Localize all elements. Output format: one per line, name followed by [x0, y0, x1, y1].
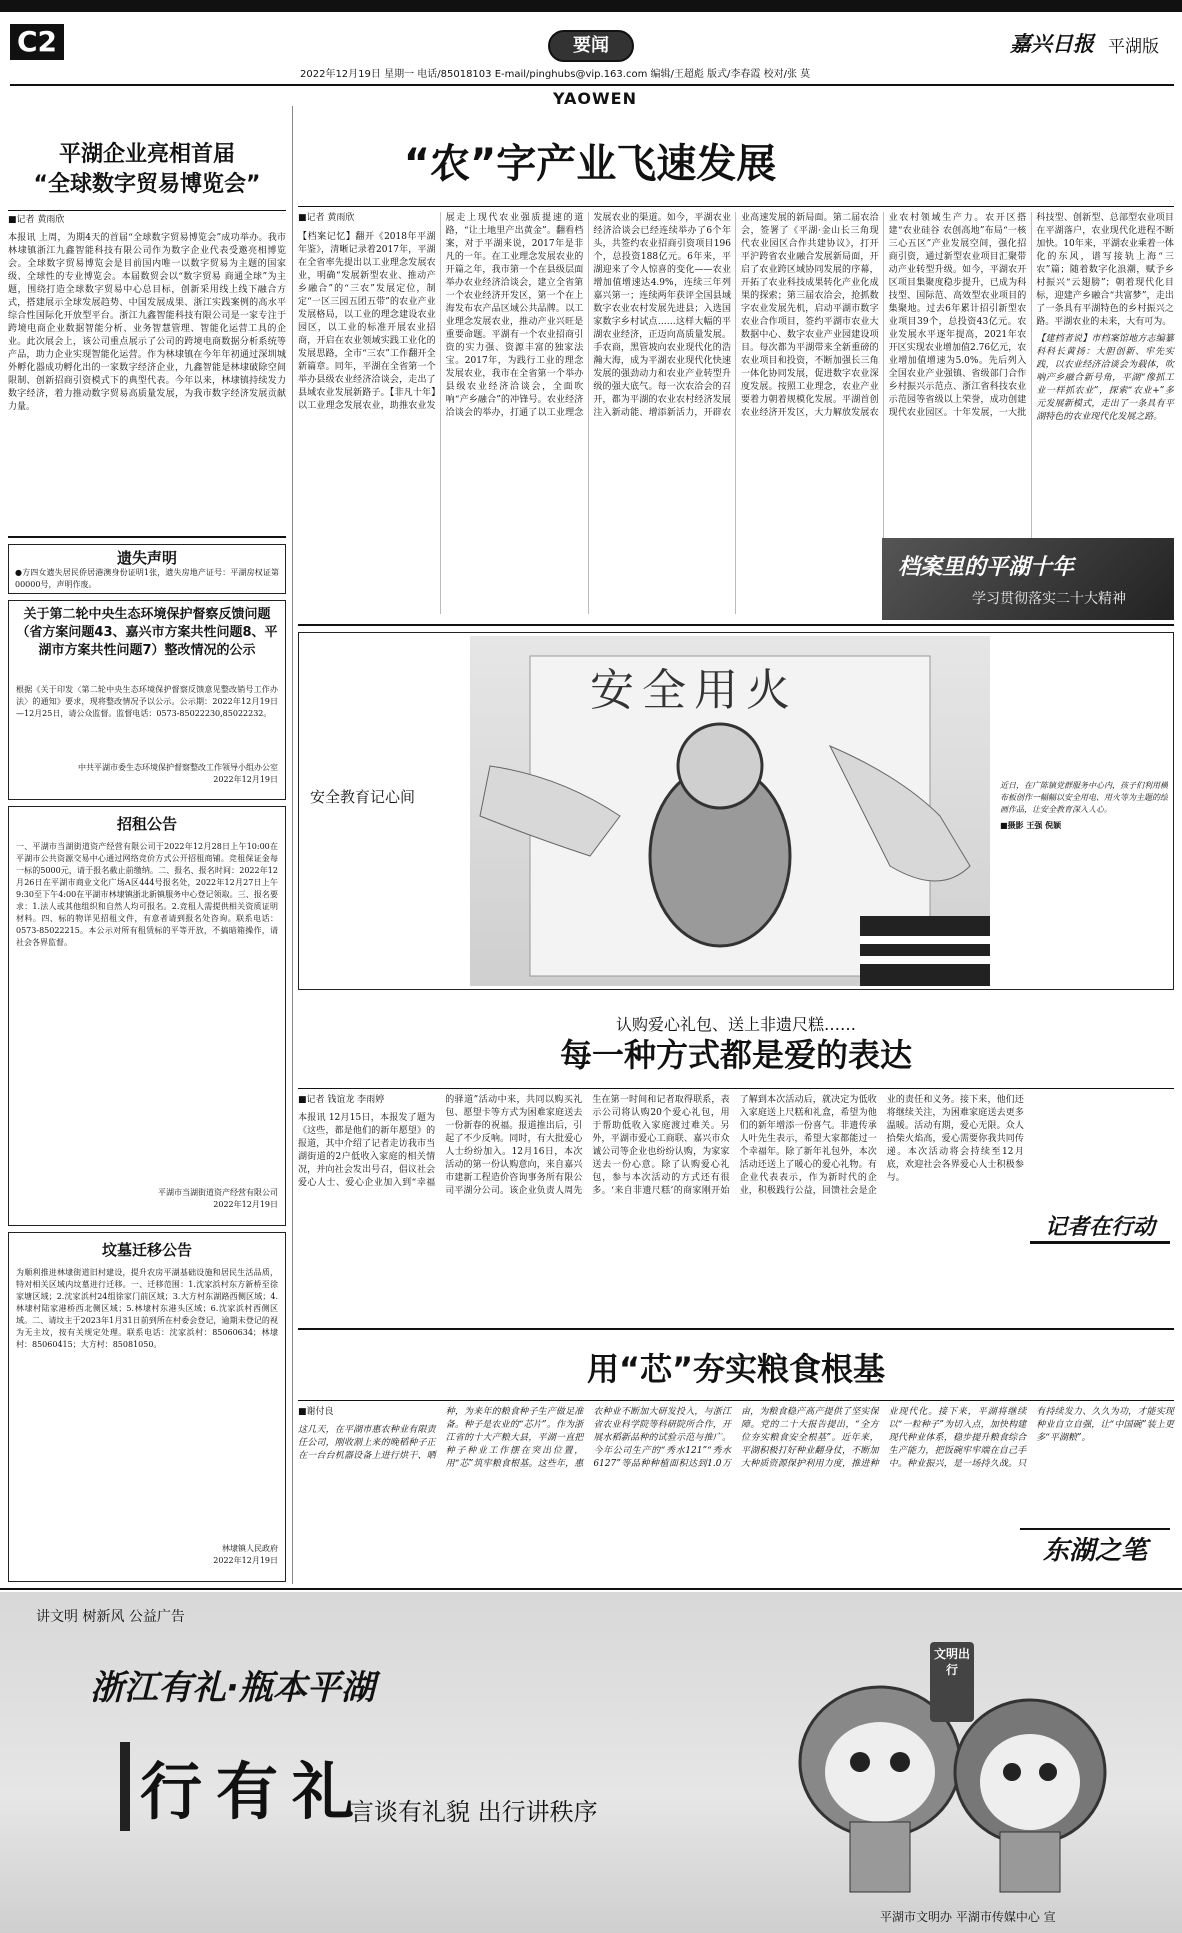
article-1-title — [8, 140, 286, 200]
ad-badge: 文明出行 — [933, 1647, 970, 1677]
article-1-title-line1: 平湖企业亮相首届 — [58, 142, 235, 167]
rectification-date: 2022年12月19日 — [213, 775, 278, 784]
article-3-tag: 记者在行动 — [1030, 1210, 1170, 1244]
article-3-body-wrap — [298, 1094, 1024, 1322]
rental-title: 招租公告 — [116, 815, 177, 833]
column-divider — [292, 106, 293, 1584]
divider — [298, 1400, 1174, 1401]
grave-body: 为顺利推进林埭街道旧村建设，提升农房平湖基础设施和居民生活品质，特对相关区域内坟墓进行迁移。一、迁移范围：1.沈家浜村东方新桥至徐家塘区域；2.沈家浜村24组徐家门前区域；3.大方村东湖路西侧区域；4.林埭村陆家港桥西北侧区域；5.林埭村东港头区域；6.沈家浜村西侧区域。二、请坟主于2023年1月31日前到所在村委会登记，逾期未登记的视为无主坟，按有关规定处理。联系电话：沈家浜村：85060634；林埭村：85060415；大方村：85081050。 — [16, 1268, 278, 1349]
photo-caption-text: 近日，在广陈镇党群服务中心内，孩子们利用横布板创作一幅幅以安全用电、用火等为主题的绘画作品，让安全教育深入人心。 — [1000, 781, 1168, 814]
article-1-title-line2: “全球数字贸易博览会” — [33, 172, 261, 197]
lost-notice — [8, 544, 286, 594]
grave-relocation-notice — [8, 1232, 286, 1582]
header-info: 2022年12月19日 星期一 电话/85018103 E-mail/pinghubs@vip.163.com 编辑/王超彪 版式/李春霞 校对/张 莫 — [300, 69, 811, 80]
banner-subtitle: 学习贯彻落实二十大精神 — [972, 591, 1126, 607]
section-name-en: YAOWEN — [552, 89, 637, 108]
rectification-body: 根据《关于印发〈第二轮中央生态环境保护督察反馈意见整改销号工作办法〉的通知》要求，现将整改情况予以公示。公示期：2022年12月19日—12月25日，请公众监督。监督电话：0573-85022230,85022232。 — [16, 685, 278, 718]
article-3-byline: ■记者 钱谊龙 李雨婷 — [298, 1095, 385, 1105]
grave-date: 2022年12月19日 — [213, 1556, 278, 1565]
grave-title: 坟墓迁移公告 — [101, 1241, 192, 1259]
article-3-kicker: 认购爱心礼包、送上非遗尺糕…… — [615, 1015, 856, 1034]
ad-slogan: 浙江有礼·瓶本平湖 — [90, 1668, 375, 1708]
top-bar — [0, 0, 1182, 12]
banner-title: 档案里的平湖十年 — [898, 555, 1075, 580]
divider — [298, 1088, 1174, 1089]
article-2-title: “农”字产业飞速发展 — [403, 141, 777, 187]
article-4-tag: 东湖之笔 — [1020, 1528, 1170, 1572]
section-badge — [548, 30, 634, 62]
rental-body: 一、平湖市当湖街道资产经营有限公司于2022年12月28日上午10:00在平湖市公共资源交易中心通过网络竞价方式公开招租商铺。竞租保证金每一标的5000元，请于报名截止前缴纳。二、报名、报名时间：2022年12月26日在平湖市商业文化广场A区444号报名处，2022年12月27日上午9:30至下午4:00在平湖市林埭镇浙北新镇服务中心登记领取。三、报名要求：1.法人或其他组织和自然人均可报名。2.竞租人需提供相关资质证明材料。四、标的物详见招租文件，有意者请到报名处咨询。联系电话：0573-85022215。本公示对所有租赁标的平等开放，不搞暗箱操作，请社会各界监督。 — [16, 842, 278, 947]
article-1 — [8, 106, 286, 534]
rectification-title: 关于第二轮中央生态环境保护督察反馈问题（省方案问题43、嘉兴市方案共性问题8、平湖市方案共性问题7）整改情况的公示 — [16, 607, 278, 658]
article-3-body: 本报讯 12月15日，本报发了题为《这些，都是他们的新年愿望》的报道，其中介绍了记者走访我市当湖街道的2户低收入家庭的相关情况，并向社会发出号召，倡议社会爱心人士、爱心企业加入到“幸福的驿道”活动中来，共同以购买礼包、愿望卡等方式为困难家庭送去一份新春的祝福。报道推出后，引起了不少反响。同时，有大批爱心人士纷纷加入。12月16日，本次活动的第一份认购意向，来自嘉兴市建新工程造价咨询事务所有限公司平湖分公司。该企业负责人周先生在第一时间和记者取得联系，表示公司将认购20个爱心礼包，用于帮助低收入家庭渡过难关。另外，平湖市爱心工商联、嘉兴市众诚公司等企业也纷纷认购，为家家送去一份心意。除了认购爱心礼包，参与本次活动的方式还有很多。‘来自非遗尺糕’的商家刚开始了解到本次活动后，就决定为低收入家庭送上尺糕和礼盒，希望为他们的新年增添一份喜气。非遗传承人叶先生表示，希望大家都能过一个幸福年。除了新年礼包外，本次活动还送上了暖心的爱心礼物。有企业代表表示，作为新时代的企业，积极践行公益，回馈社会是企业的责任和义务。接下来，他们还将继续关注，为困难家庭送去更多温暖。活动有期，爱心无限。众人拾柴火焰高，爱心需要你我共同传递。本次活动将会持续至12月底，欢迎社会各界爱心人士积极参与。 — [298, 1095, 1024, 1196]
article-1-byline: ■记者 黄雨欣 — [8, 215, 65, 225]
header-rule — [10, 84, 1174, 86]
divider — [298, 624, 1174, 626]
photo-credit: ■摄影 王强 倪颖 — [1000, 821, 1062, 830]
article-4-title: 用“芯”夯实粮食根基 — [586, 1350, 886, 1388]
grave-sign: 林埭镇人民政府 — [222, 1544, 278, 1553]
article-2-note: 【建档者说】市档案馆地方志编纂科科长黄扬：大胆创新、牢先实践，以农业经济洽谈会为载体，吹响产乡融合新号角，平湖“像抓工业一样抓农业”，探索“农业+”多元发展新模式，走出了一条具有平湖特色的农业现代化发展之路。 — [1036, 334, 1174, 422]
rental-date: 2022年12月19日 — [213, 1200, 278, 1209]
divider — [298, 1328, 1174, 1330]
paper-logo: 嘉兴日报 — [1010, 31, 1094, 56]
ad-big-text: 行有礼 — [120, 1742, 368, 1831]
article-3-title: 每一种方式都是爱的表达 — [559, 1036, 912, 1074]
divider — [298, 206, 1174, 207]
archive-banner — [882, 538, 1174, 620]
rectification-sign: 中共平湖市委生态环境保护督察整改工作领导小组办公室 — [78, 763, 278, 772]
photo-image — [470, 636, 990, 986]
article-2-body: 【档案记忆】翻开《2018年平湖年鉴》，清晰记录着2017年，平湖在全省率先提出以工业理念发展农业，明确“发展新型农业、推动产乡融合”的“三农”发展定位，制定“一区三园五团五带”的农业产业发展格局，以工业的理念建设农业园区，以工业的标准开展农业招商，开启在农业领域实践工业化的发展思路，全市“三农”工作翻开全新篇章。同年，平湖在全省第一个举办县级农业经济洽谈会，走出了县域农业发展新路子。【非凡十年】以工业理念发展农业，助推农业发展走上现代农业强质提速的道路，“让土地里产出黄金”。翻看档案，对于平湖来说，2017年是非凡的一年。在工业理念发展农业的开篇之年，我市第一个在县级层面举办农业经济洽谈会，建立全省第一个农业经济开发区，第一个在上海发布农产品区域公共品牌。以工业理念发展农业，推动产业兴旺是重要命题。平湖有一个农业招商引资的实力强、资源丰富的独家法宝。2017年，为践行工业的理念发展农业，我市在全省第一个举办县级农业经济洽谈会，全面吹响“产乡融合”的冲锋号。农业经济洽谈会的举办，打通了以工业理念发展农业的渠道。如今，平湖农业经济洽谈会已经连续举办了6个年头，共签约农业招商引资项目196个，总投资188亿元。6年来，平湖迎来了令人惊喜的变化——农业增加值增速达4.9%，连续三年列嘉兴第一；连续两年获评全国县域数字农业农村发展先进县；入选国家数字乡村试点……这样大幅的平湖农业经济，正迈向高质量发展。手农商，黑管坡向农业现代化的浩瀚大海，成为平湖农业现代化快速发展的强劲动力和农业产业转型升级的强大底气。每一次农洽会的召开，都为平湖的农业农村经济发展注入新动能、增添新活力，开辟农业高速发展的新局面。第二届农洽会，签署了《平湖·金山长三角现代农业园区合作共建协议》，打开平沪跨省农业融合发展新局面，开启了农业跨区域协同发展的序幕，开拓了农业科技成果转化产业化成果的探索；第三届农洽会，抢抓数字农业发展先机，启动平湖市数字农业合作项目，签约平湖市农业大数据中心、数字农业产业园建设项目。每次都为平湖带来全新重磅的农业项目和投资，不断加强长三角一体化协同发展，促进数字农业深度发展。按照工业理念，农业产业要着力朝着规模化发展。平湖首创农业经济开发区，大力解放发展农业农村领域生产力。农开区搭建“农业硅谷 农创高地”布局“一核三心五区”产业发展空间，强化招商引资，通过新型农业项目汇聚带动产业转型升级。如今，平湖农开区项目集聚度稳步提升，已成为科技型、国际范、高效型农业项目的集聚地。过去6年累计招引新型农业项目39个，总投资43亿元。农业发展水平逐年提高，2021年农开区实现农业增加值2.76亿元，农业增加值增速为5.0%。先后列入全国农业产业强镇、省级部门合作乡村振兴示范点、浙江省科技农业示范园等省级以上荣誉，成功创建现代农业园区。十年发展，一大批科技型、创新型、总部型农业项目在平湖落户，农业现代化进程不断加快。10年来，平湖农业乘着一体化的东风，谱写接轨上海“三农”篇；随着数字化浪潮，赋予乡村振兴“云翅膀”；朝着现代化目标，迎建产乡融合“共富梦”，走出了一条具有平湖特色的乡村振兴之路。平湖农业的未来，大有可为。 — [298, 213, 1174, 418]
public-ad — [0, 1592, 1182, 1933]
photo-label: 安全教育记心间 — [310, 788, 416, 806]
article-4-byline: ■谢付良 — [298, 1407, 334, 1417]
article-1-body: 本报讯 上周，为期4天的首届“全球数字贸易博览会”成功举办。我市林埭镇浙江九鑫智能科技有限公司作为数字企业代表受邀亮相博览会。全球数字贸易博览会是目前国内唯一以数字贸易为主题的国家级、全球性的专业博览会。本届数贸会以“数字贸易 商通全球”为主题，围绕打造全球数字贸易中心总目标，创新采用线上线下融合方式，搭建展示全球发展趋势、中国发展成果、浙江实践案例的高水平综合性国际化开放型平台。浙江九鑫智能科技有限公司是一家专注于跨境电商企业数据智能分析、业务智慧管理、智能化运营工具的企业。此次展会上，该公司重点展示了公司的跨境电商数据分析系统等产品，助力企业实现智能化运营。作为林埭镇在今年年初通过深圳城外孵化器成功孵化出的一家数字经济企业，九鑫智能是林埭破除空间限制、创新招商引资模式下的典型代表。今年以来，林埭镇持续发力数字经济，着力推动数字贸易高质量发展，为我市数字经济发展贡献力量。 — [8, 233, 286, 412]
ad-footer: 平湖市文明办 平湖市传媒中心 宣 — [880, 1910, 1056, 1924]
photo-caption — [1000, 780, 1168, 832]
edition-name: 平湖版 — [1108, 37, 1159, 57]
article-4-body: 这几天，在平湖市惠农种业有限责任公司，刚收割上来的晚稻种子正在一台台机器设备上进行烘干、晒种，为来年的粮食种子生产做足准备。种子是农业的“芯片”。作为浙江省的十大产粮大县，平湖一直把种子种业工作摆在突出位置，用“芯”筑牢粮食根基。这些年，惠农种业不断加大研发投入，与浙江省农业科学院等科研院所合作，开展水稻新品种的试验示范与推广。今年公司生产的“秀水121”“秀水6127”等品种种植面积达到1.0万亩，为粮食稳产高产提供了坚实保障。党的二十大报告提出，“全方位夯实粮食安全根基”。近年来，平湖积极打好种业翻身仗，不断加大种质资源保护利用力度，推进种业现代化。接下来，平湖将继续以“一粒种子”为切入点，加快构建现代种业体系，稳步提升粮食综合生产能力，把饭碗牢牢端在自己手中。种业振兴，是一场持久战。只有持续发力、久久为功，才能实现种业自立自强，让“中国碗”装上更多“平湖粮”。 — [298, 1407, 1174, 1469]
lost-notice-body: ●方四女遗失居民侨居港澳身份证明1张，遗失房地产证号：平湖房权证第00000号，声明作废。 — [15, 568, 279, 589]
divider — [8, 536, 286, 538]
ad-header: 讲文明 树新风 公益广告 — [36, 1609, 185, 1625]
ad-subtitle: 言谈有礼貌 出行讲秩序 — [350, 1798, 598, 1826]
article-2-byline: ■记者 黄雨欣 — [298, 213, 355, 223]
rental-sign: 平湖市当湖街道资产经营有限公司 — [158, 1188, 278, 1197]
poster-text: 安全用火 — [590, 665, 798, 716]
lost-notice-title: 遗失声明 — [116, 549, 177, 567]
ad-rule — [0, 1588, 1182, 1590]
section-name: 要闻 — [573, 35, 609, 56]
rental-notice — [8, 806, 286, 1226]
rectification-notice — [8, 600, 286, 800]
page-number: C2 — [10, 24, 64, 60]
